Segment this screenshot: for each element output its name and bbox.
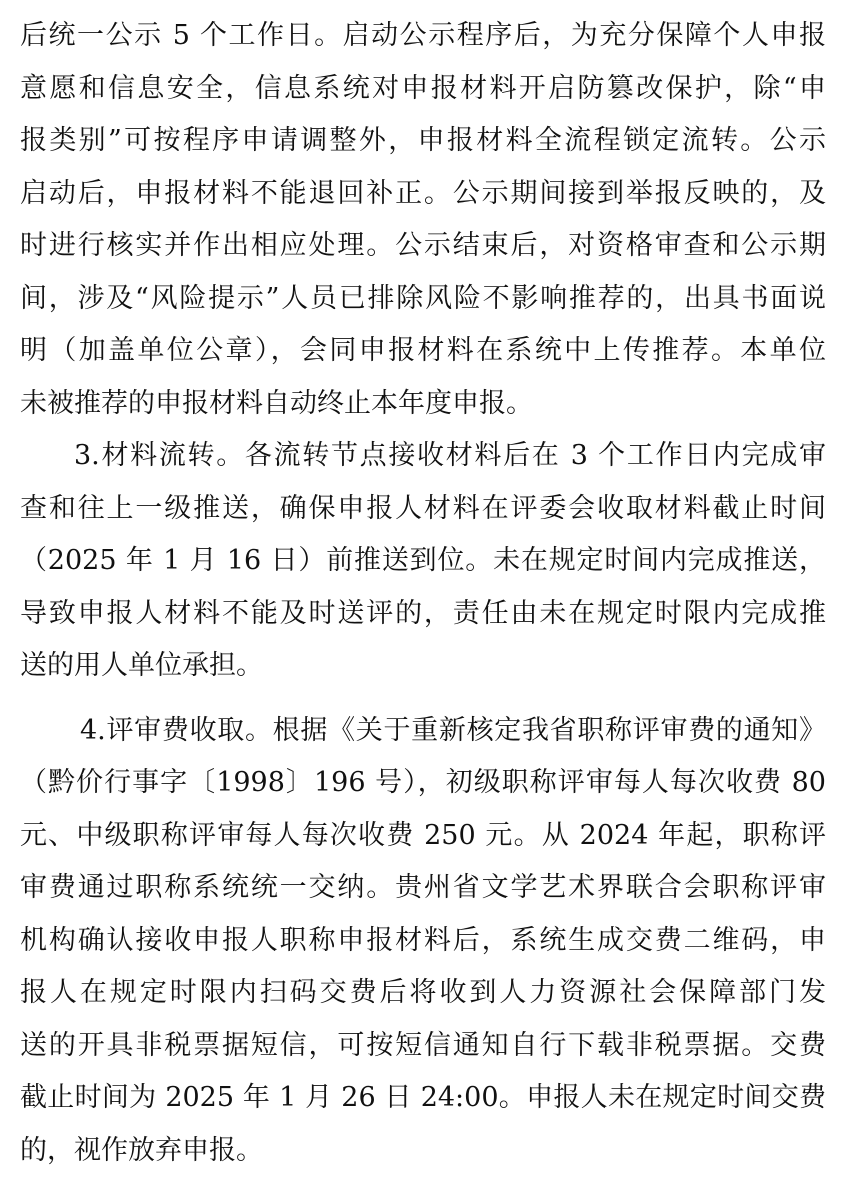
- text-line: 审费通过职称系统统一交纳。贵州省文学艺术界联合会职称评审: [20, 862, 826, 915]
- text-line: 报类别”可按程序申请调整外，申报材料全流程锁定流转。公示: [20, 115, 826, 168]
- text-line: 截止时间为 2025 年 1 月 26 日 24:00。申报人未在规定时间交费: [20, 1072, 826, 1125]
- text-line: 启动后，申报材料不能退回补正。公示期间接到举报反映的，及: [20, 168, 826, 221]
- text-line: （黔价行事字〔1998〕196 号），初级职称评审每人每次收费 80: [20, 757, 826, 810]
- text-line: 4.评审费收取。根据《关于重新核定我省职称评审费的通知》: [20, 705, 826, 758]
- text-line: 意愿和信息安全，信息系统对申报材料开启防篡改保护，除“申: [20, 63, 826, 116]
- text-line: 报人在规定时限内扫码交费后将收到人力资源社会保障部门发: [20, 967, 826, 1020]
- text-line: 查和往上一级推送，确保申报人材料在评委会收取材料截止时间: [20, 483, 826, 536]
- paragraph-continuation: [20, 10, 826, 430]
- text-line: 时进行核实并作出相应处理。公示结束后，对资格审查和公示期: [20, 220, 826, 273]
- text-line: 导致申报人材料不能及时送评的，责任由未在规定时限内完成推: [20, 588, 826, 641]
- text-line: 后统一公示 5 个工作日。启动公示程序后，为充分保障个人申报: [20, 10, 826, 63]
- text-line: 未被推荐的申报材料自动终止本年度申报。: [20, 378, 826, 431]
- paragraph-item-4: [20, 705, 826, 1177]
- paragraph-item-3: [20, 430, 826, 693]
- text-line: 送的用人单位承担。: [20, 640, 826, 693]
- text-line: 元、中级职称评审每人每次收费 250 元。从 2024 年起，职称评: [20, 810, 826, 863]
- text-line: 机构确认接收申报人职称申报材料后，系统生成交费二维码，申: [20, 915, 826, 968]
- text-line: 明（加盖单位公章），会同申报材料在系统中上传推荐。本单位: [20, 325, 826, 378]
- text-line: （2025 年 1 月 16 日）前推送到位。未在规定时间内完成推送，: [20, 535, 826, 588]
- paragraph-gap: [20, 693, 826, 705]
- text-line: 间，涉及“风险提示”人员已排除风险不影响推荐的，出具书面说: [20, 273, 826, 326]
- text-line: 送的开具非税票据短信，可按短信通知自行下载非税票据。交费: [20, 1020, 826, 1073]
- document-page: [20, 10, 826, 1177]
- text-line: 的，视作放弃申报。: [20, 1125, 826, 1177]
- text-line: 3.材料流转。各流转节点接收材料后在 3 个工作日内完成审: [20, 430, 826, 483]
